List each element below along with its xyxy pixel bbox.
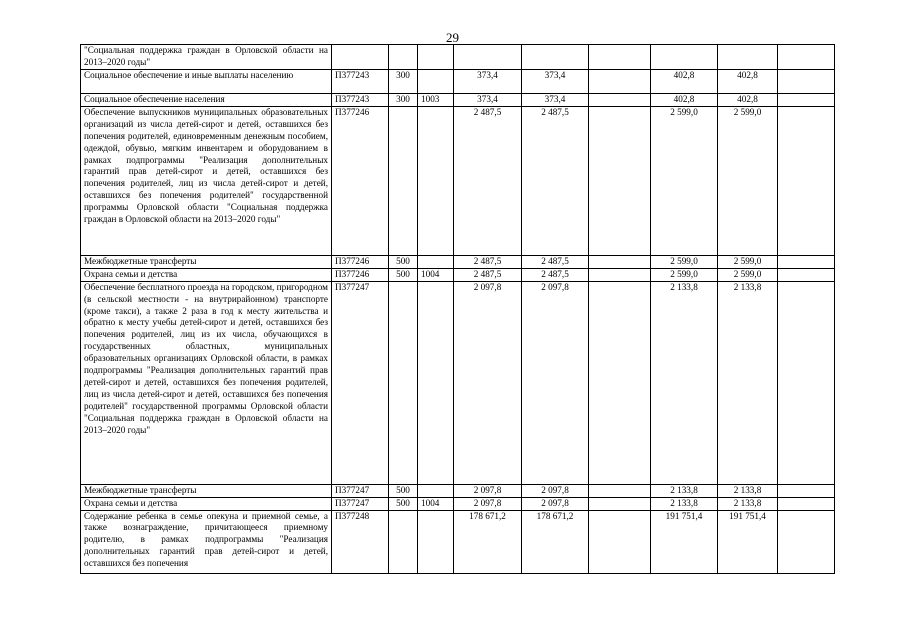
table-row — [81, 70, 835, 94]
row-name-cell: Межбюджетные трансферты — [81, 484, 332, 497]
row-empty-cell — [589, 268, 651, 281]
row-value-cell: 2 487,5 — [522, 268, 589, 281]
row-empty-cell — [589, 106, 651, 255]
row-code-cell: П377247 — [332, 497, 389, 510]
row-value-cell: 2 097,8 — [522, 484, 589, 497]
row-value-cell: 191 751,4 — [718, 510, 778, 573]
row-value-cell: 2 599,0 — [651, 255, 718, 268]
row-value-cell: 402,8 — [651, 94, 718, 107]
row-expense-type-cell — [389, 510, 418, 573]
row-expense-type-cell — [389, 106, 418, 255]
row-code-cell — [332, 45, 389, 70]
row-value-cell: 2 097,8 — [454, 281, 522, 484]
row-value-cell: 2 487,5 — [522, 106, 589, 255]
row-name-cell: "Социальная поддержка граждан в Орловской области на 2013–2020 годы" — [81, 45, 332, 70]
row-empty-cell — [589, 484, 651, 497]
row-expense-type-cell: 500 — [389, 484, 418, 497]
table-row — [81, 484, 835, 497]
table-row — [81, 510, 835, 573]
row-expense-type-cell: 300 — [389, 94, 418, 107]
row-name-cell: Обеспечение бесплатного проезда на городском, пригородном (в сельской местности - на внутрирайонном) транспорте (кроме такси), а также 2 раза в год к месту жительства и обратно к месту учебы детей-сирот и детей, оставшихся без попечения родителей, лиц из их числа, обучающихся в государственных областных, муниципальных образовательных организациях Орловской области, в рамках подпрограммы "Реализация дополнительных гарантий прав детей-сирот и детей, оставшихся без попечения родителей, лиц из числа детей-сирот и детей, оставшихся без попечения родителей" государственной программы Орловской области "Социальная поддержка граждан в Орловской области на 2013–2020 годы" — [81, 281, 332, 484]
table-row — [81, 45, 835, 70]
row-empty-cell — [778, 70, 835, 94]
row-code-cell: П377246 — [332, 255, 389, 268]
row-name-cell: Содержание ребенка в семье опекуна и приемной семье, а также вознаграждение, причитающееся приемному родителю, в рамках подпрограммы "Реализация дополнительных гарантий прав детей-сирот и детей, оставшихся без попечения — [81, 510, 332, 573]
row-code-cell: П377243 — [332, 94, 389, 107]
row-section-cell — [418, 510, 454, 573]
row-value-cell: 191 751,4 — [651, 510, 718, 573]
row-value-cell: 2 487,5 — [454, 255, 522, 268]
row-expense-type-cell: 500 — [389, 268, 418, 281]
row-value-cell: 2 133,8 — [651, 497, 718, 510]
row-value-cell — [454, 45, 522, 70]
row-value-cell: 373,4 — [522, 94, 589, 107]
row-code-cell: П377246 — [332, 268, 389, 281]
row-value-cell: 2 599,0 — [718, 106, 778, 255]
row-empty-cell — [778, 106, 835, 255]
row-name-cell: Охрана семьи и детства — [81, 497, 332, 510]
row-value-cell: 2 097,8 — [522, 497, 589, 510]
row-code-cell: П377248 — [332, 510, 389, 573]
row-empty-cell — [778, 497, 835, 510]
row-value-cell — [522, 45, 589, 70]
row-value-cell: 2 133,8 — [651, 281, 718, 484]
row-name-cell: Социальное обеспечение населения — [81, 94, 332, 107]
row-value-cell: 402,8 — [651, 70, 718, 94]
row-empty-cell — [778, 45, 835, 70]
row-name-cell: Межбюджетные трансферты — [81, 255, 332, 268]
row-value-cell — [651, 45, 718, 70]
row-expense-type-cell: 300 — [389, 70, 418, 94]
row-empty-cell — [589, 510, 651, 573]
row-value-cell: 2 097,8 — [454, 484, 522, 497]
row-empty-cell — [778, 510, 835, 573]
row-section-cell — [418, 255, 454, 268]
row-code-cell: П377247 — [332, 281, 389, 484]
row-value-cell: 178 671,2 — [454, 510, 522, 573]
row-value-cell: 2 599,0 — [651, 106, 718, 255]
row-value-cell: 2 599,0 — [718, 268, 778, 281]
row-empty-cell — [778, 94, 835, 107]
row-section-cell: 1003 — [418, 94, 454, 107]
row-name-cell: Обеспечение выпускников муниципальных образовательных организаций из числа детей-сирот и детей, оставшихся без попечения родителей, единовременным денежным пособием, одеждой, обувью, мягким инвентарем и оборудованием в рамках подпрограммы "Реализация дополнительных гарантий прав детей-сирот и детей, оставшихся без попечения родителей, лиц из числа детей-сирот и детей, оставшихся без попечения родителей" государственной программы Орловской области "Социальная поддержка граждан в Орловской области на 2013–2020 годы" — [81, 106, 332, 255]
row-value-cell: 402,8 — [718, 94, 778, 107]
row-value-cell: 2 133,8 — [718, 281, 778, 484]
row-name-cell: Социальное обеспечение и иные выплаты населению — [81, 70, 332, 94]
table-row — [81, 106, 835, 255]
row-section-cell — [418, 106, 454, 255]
row-empty-cell — [778, 281, 835, 484]
row-value-cell: 2 133,8 — [651, 484, 718, 497]
table-row — [81, 268, 835, 281]
row-name-cell: Охрана семьи и детства — [81, 268, 332, 281]
row-value-cell: 2 599,0 — [651, 268, 718, 281]
row-empty-cell — [778, 484, 835, 497]
row-empty-cell — [778, 255, 835, 268]
table-row — [81, 255, 835, 268]
row-empty-cell — [589, 45, 651, 70]
row-code-cell: П377246 — [332, 106, 389, 255]
row-value-cell: 2 097,8 — [522, 281, 589, 484]
budget-table — [80, 44, 835, 574]
row-expense-type-cell: 500 — [389, 255, 418, 268]
row-code-cell: П377243 — [332, 70, 389, 94]
row-value-cell: 2 487,5 — [454, 268, 522, 281]
row-expense-type-cell — [389, 281, 418, 484]
row-value-cell: 402,8 — [718, 70, 778, 94]
table-body — [81, 45, 835, 574]
row-expense-type-cell — [389, 45, 418, 70]
row-value-cell: 2 097,8 — [454, 497, 522, 510]
table-row — [81, 281, 835, 484]
row-empty-cell — [778, 268, 835, 281]
row-code-cell: П377247 — [332, 484, 389, 497]
row-expense-type-cell: 500 — [389, 497, 418, 510]
row-value-cell: 373,4 — [522, 70, 589, 94]
row-section-cell — [418, 45, 454, 70]
row-empty-cell — [589, 94, 651, 107]
row-value-cell: 373,4 — [454, 70, 522, 94]
row-section-cell: 1004 — [418, 268, 454, 281]
row-value-cell: 2 133,8 — [718, 497, 778, 510]
row-value-cell — [718, 45, 778, 70]
row-section-cell: 1004 — [418, 497, 454, 510]
row-value-cell: 2 133,8 — [718, 484, 778, 497]
row-empty-cell — [589, 255, 651, 268]
page-number: 29 — [446, 30, 459, 45]
row-section-cell — [418, 70, 454, 94]
row-value-cell: 373,4 — [454, 94, 522, 107]
row-section-cell — [418, 484, 454, 497]
table-row — [81, 94, 835, 107]
row-empty-cell — [589, 70, 651, 94]
row-value-cell: 2 599,0 — [718, 255, 778, 268]
row-value-cell: 178 671,2 — [522, 510, 589, 573]
table-row — [81, 497, 835, 510]
row-empty-cell — [589, 281, 651, 484]
row-value-cell: 2 487,5 — [522, 255, 589, 268]
row-empty-cell — [589, 497, 651, 510]
row-section-cell — [418, 281, 454, 484]
row-value-cell: 2 487,5 — [454, 106, 522, 255]
